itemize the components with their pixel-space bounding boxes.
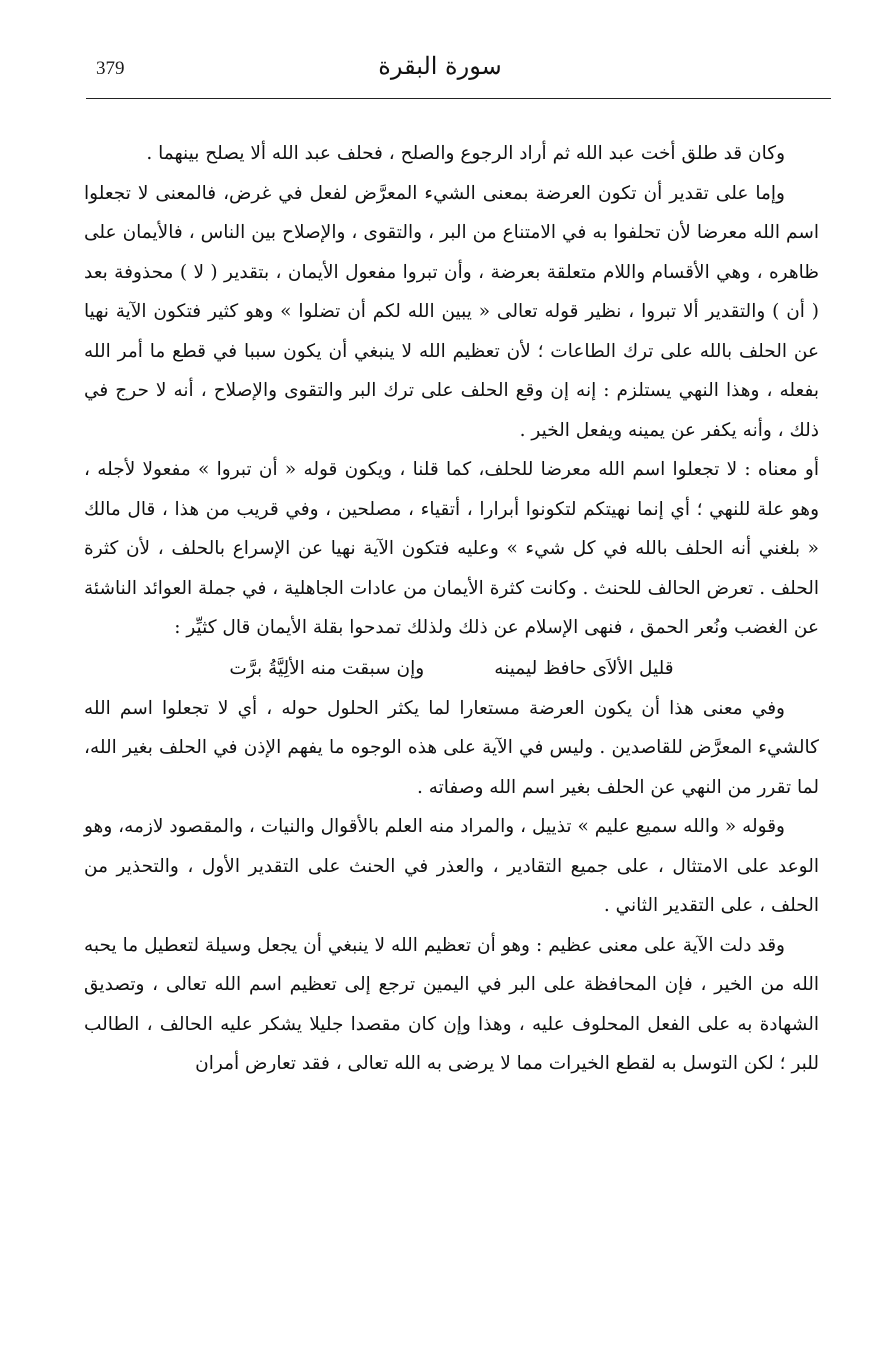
- paragraph: وكان قد طلق أخت عبد الله ثم أراد الرجوع والصلح ، فحلف عبد الله ألا يصلح بينهما .: [146, 143, 785, 164]
- verse: [84, 648, 819, 689]
- paragraph: وقد دلت الآية على معنى عظيم : وهو أن تعظيم الله لا ينبغي أن يجعل وسيلة لتعطيل ما يحبه الله من الخير ، فإن المحافظة على البر في اليمين ترجع إلى تعظيم اسم الله تعالى ، وتصديق الشهادة به على الفعل المحلوف عليه ، وهذا وإن كان مقصدا جليلا يشكر عليه الحالف ، الطالب للبر ؛ لكن التوسل به لقطع الخيرات مما لا يرضى به الله تعالى ، فقد تعارض أمران: [84, 934, 819, 1074]
- paragraph: وإما على تقدير أن تكون العرضة بمعنى الشيء المعرَّض لفعل في غرض، فالمعنى لا تجعلوا اسم الله معرضا لأن تحلفوا به في الامتناع من البر ، والتقوى ، والإصلاح بين الناس ، فالأيمان على ظاهره ، وهي الأقسام واللام متعلقة بعرضة ، وأن تبروا مفعول الأيمان ، بتقدير ( لا ) محذوفة بعد ( أن ) والتقدير ألا تبروا ، نظير قوله تعالى « يبين الله لكم أن تضلوا » وهو كثير فتكون الآية نهيا عن الحلف بالله على ترك الطاعات ؛ لأن تعظيم الله لا ينبغي أن يكون سببا في قطع ما أمر الله بفعله ، وهذا النهي يستلزم : إنه إن وقع الحلف على ترك البر والتقوى والإصلاح ، أنه لا حرج في ذلك ، وأنه يكفر عن يمينه ويفعل الخير .: [84, 182, 819, 441]
- running-title: سورة البقرة: [378, 52, 502, 80]
- paragraph: أو معناه : لا تجعلوا اسم الله معرضا للحلف، كما قلنا ، ويكون قوله « أن تبروا » مفعولا لأجله ، وهو علة للنهي ؛ أي إنما نهيتكم لتكونوا أبرارا ، أتقياء ، مصلحين ، وفي قريب من هذا ، قال مالك « بلغني أنه الحلف بالله في كل شيء » وعليه فتكون الآية نهيا عن الإسراع بالحلف ، لأن كثرة الحلف . تعرض الحالف للحنث . وكانت كثرة الأيمان من عادات الجاهلية ، في جملة العوائد الناشئة عن الغضب ونُعر الحمق ، فنهى الإسلام عن ذلك ولذلك تمدحوا بقلة الأيمان قال كثيِّر :: [84, 459, 819, 638]
- body-text: [84, 134, 819, 1084]
- paragraph: وفي معنى هذا أن يكون العرضة مستعارا لما يكثر الحلول حوله ، أي لا تجعلوا اسم الله كالشيء المعرَّض للقاصدين . وليس في الآية على هذه الوجوه ما يفهم الإذن في الحلف بغير الله، لما تقرر من النهي عن الحلف بغير اسم الله وصفاته .: [84, 697, 819, 798]
- verse-hemistich-first: قليل الألاَى حافظ ليمينه: [494, 657, 674, 679]
- paragraph: وقوله « والله سميع عليم » تذييل ، والمراد منه العلم بالأقوال والنيات ، والمقصود لازمه، وهو الوعد على الامتثال ، على جميع التقادير ، والعذر في الحنث على التقدير الأول ، والتحذير من الحلف ، على التقدير الثاني .: [84, 816, 819, 916]
- header-rule: [86, 98, 831, 99]
- page-number: 379: [96, 58, 125, 79]
- verse-hemistich-second: وإن سبقت منه الألِيَّةُ برَّت: [229, 657, 425, 679]
